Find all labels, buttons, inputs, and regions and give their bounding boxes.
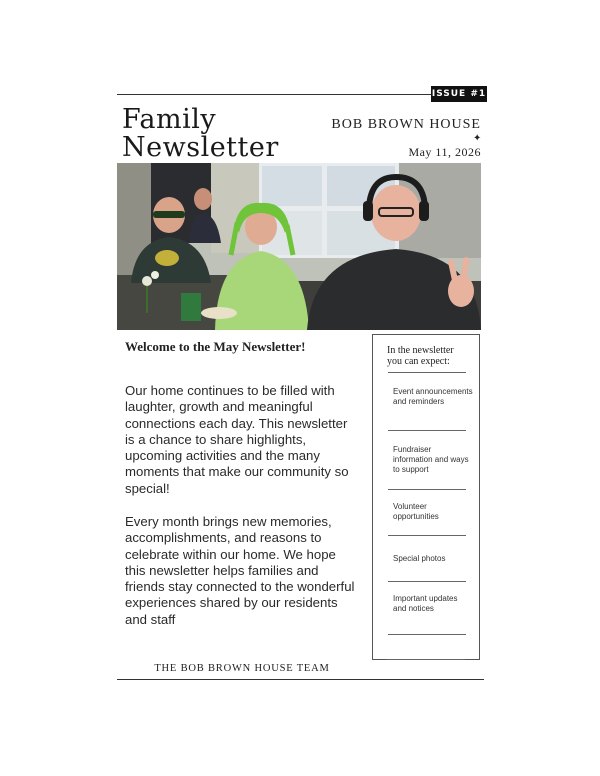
sidebar-item-volunteer: Volunteer opportunities <box>393 502 439 521</box>
sidebar-divider <box>388 372 466 373</box>
issue-date: May 11, 2026 <box>408 145 481 159</box>
second-paragraph: Every month brings new memories, accomplishments, and reasons to celebrate within our home. We hope this newsletter helps families and friends stay connected to the wonderful experiences shared by our residents and staff <box>125 514 355 627</box>
sidebar-divider <box>388 489 466 490</box>
intro-paragraph: Our home continues to be filled with laughter, growth and meaningful connections each day. This newsletter is a chance to share highlights, upcoming activities and the many moments that make our community so special! <box>125 383 349 496</box>
sidebar-bottom-divider <box>387 659 465 660</box>
group-photo <box>117 163 481 330</box>
title-line-2: Newsletter <box>122 132 279 163</box>
group-photo-illustration <box>117 163 481 330</box>
welcome-heading: Welcome to the May Newsletter! <box>125 339 306 354</box>
contents-sidebar <box>372 334 480 660</box>
sidebar-item-fundraiser: Fundraiser information and ways to support <box>393 445 469 474</box>
signature-team: THE BOB BROWN HOUSE TEAM <box>154 663 330 674</box>
sidebar-item-events: Event announcements and reminders <box>393 387 473 406</box>
sidebar-divider <box>388 581 466 582</box>
sidebar-heading <box>387 345 454 367</box>
sparkle-icon: ✦ <box>473 133 482 144</box>
sidebar-item-updates: Important updates and notices <box>393 594 458 613</box>
newsletter-title <box>122 106 279 162</box>
top-rule <box>117 94 431 95</box>
sidebar-divider <box>388 535 466 536</box>
sidebar-heading-line-1: In the newsletter <box>387 345 454 356</box>
sidebar-heading-line-2: you can expect: <box>387 356 450 367</box>
house-name: BOB BROWN HOUSE <box>331 117 481 132</box>
issue-badge: ISSUE #1 <box>431 86 487 102</box>
sidebar-divider <box>388 634 466 635</box>
sidebar-divider <box>388 430 466 431</box>
bottom-rule <box>117 679 484 680</box>
title-line-1: Family <box>122 104 217 135</box>
sidebar-item-photos: Special photos <box>393 554 446 563</box>
